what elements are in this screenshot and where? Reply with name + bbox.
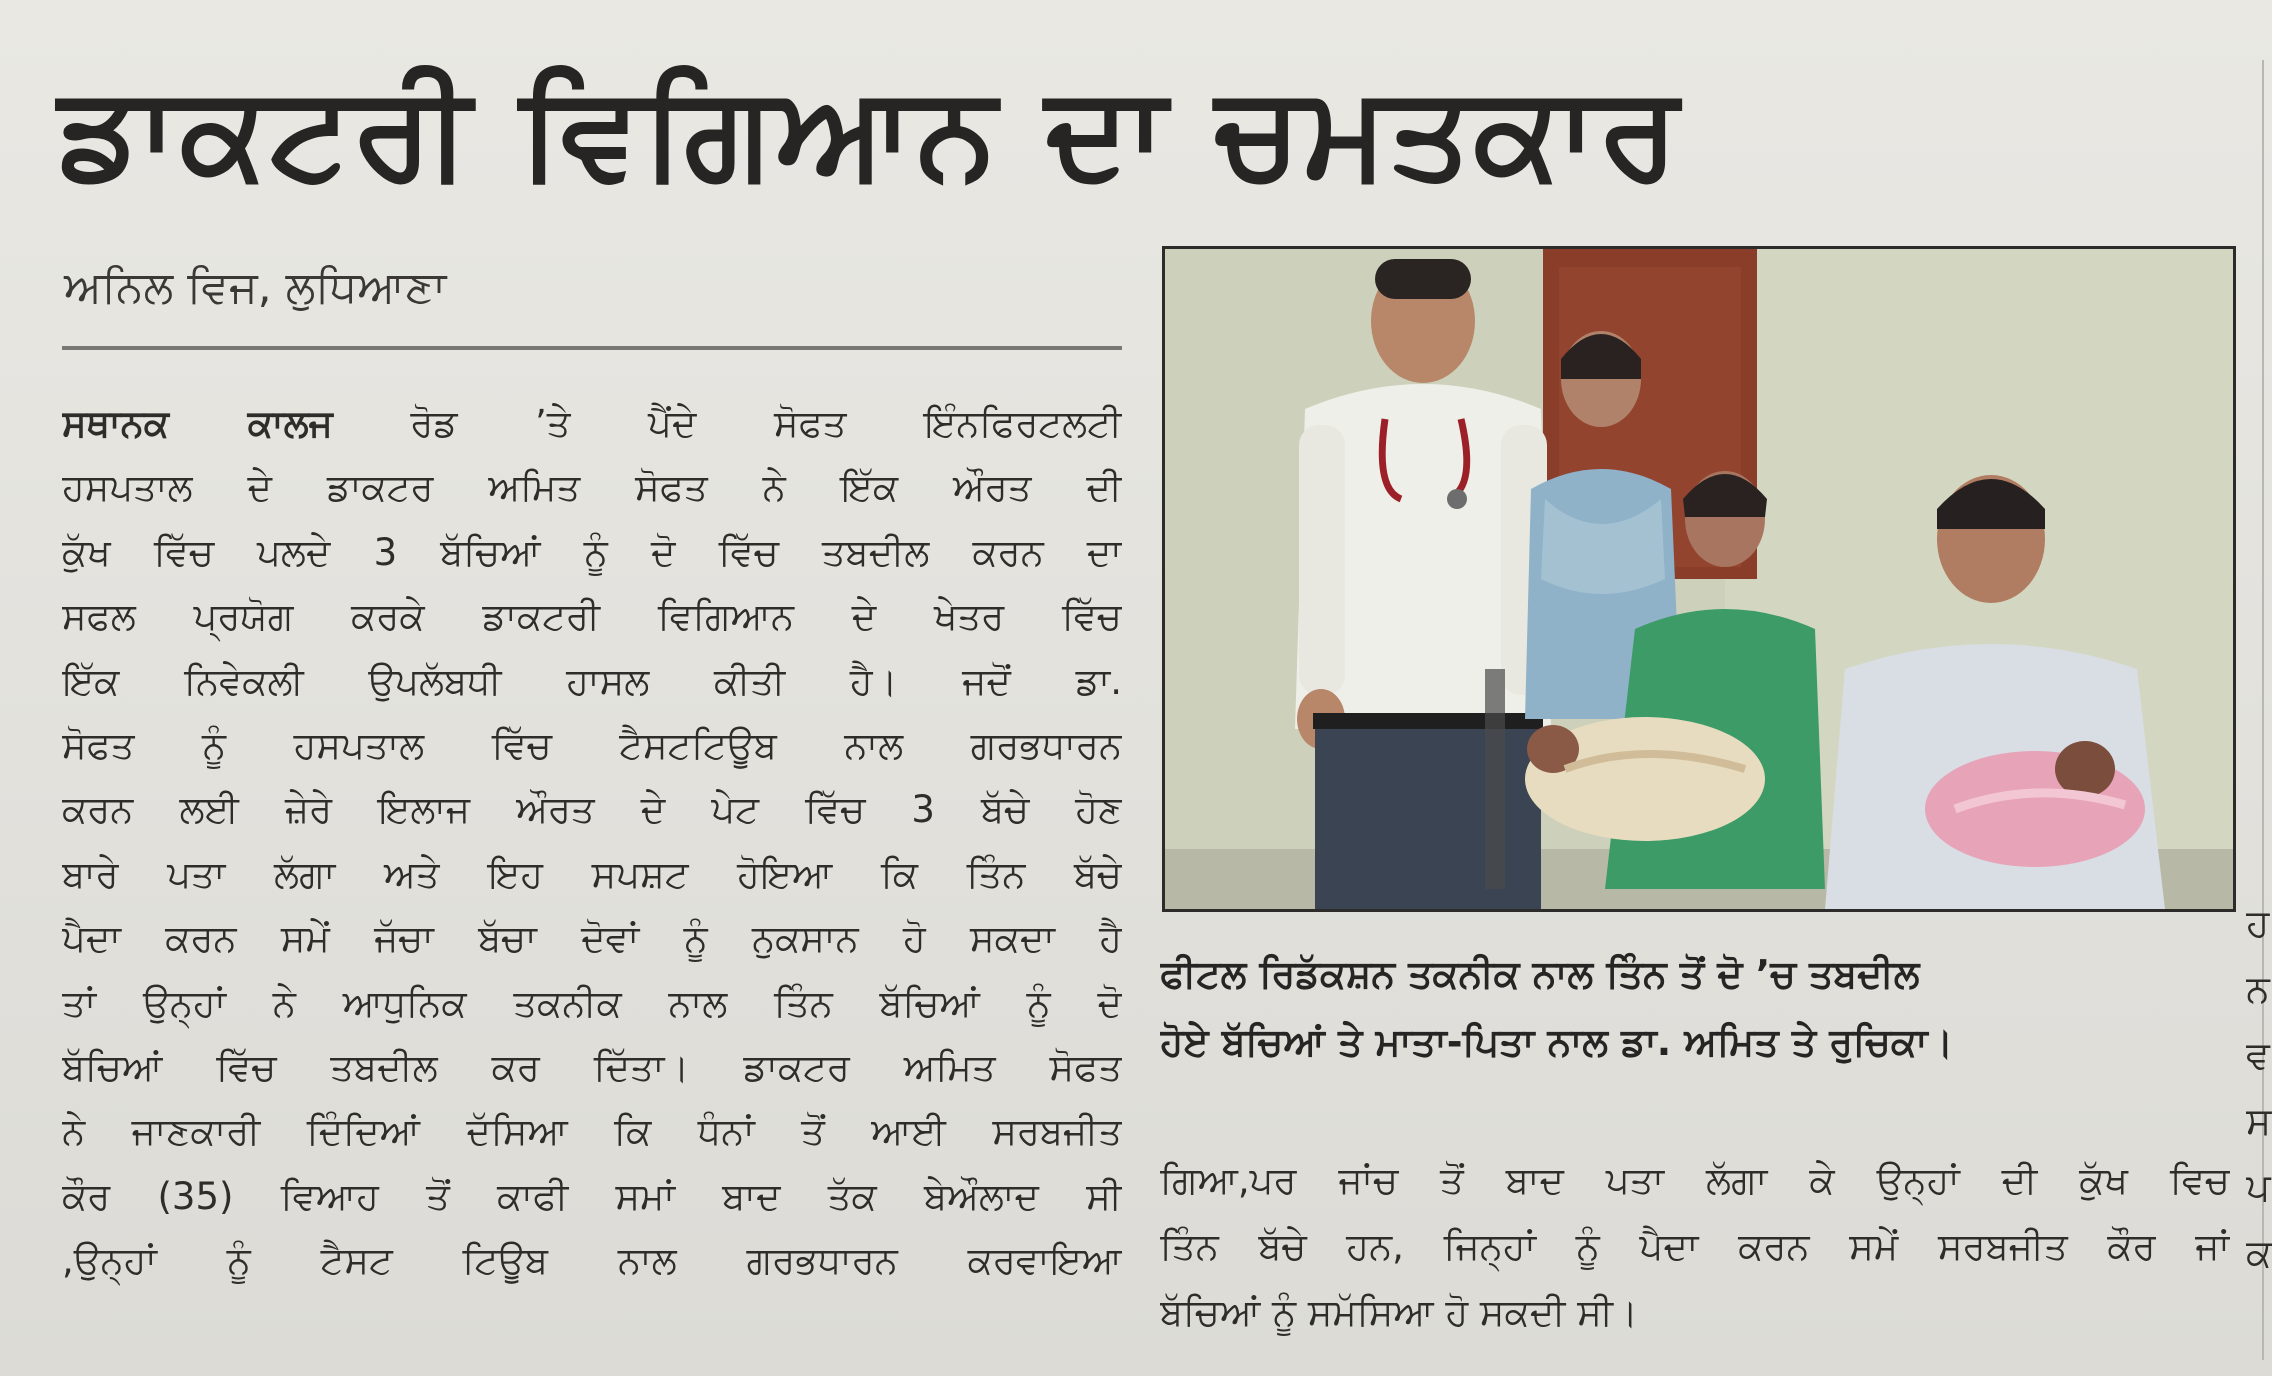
fragment-glyph: ਨ: [2246, 967, 2270, 1011]
body-line: ਗਿਆ,ਪਰ ਜਾਂਚ ਤੋਂ ਬਾਦ ਪਤਾ ਲੱਗਾ ਕੇ ਉਨ੍ਹਾਂ ਦੀ ਕੁੱਖ ਵਿਚ: [1160, 1159, 2230, 1202]
body-line: ਹਸਪਤਾਲ ਦੇ ਡਾਕਟਰ ਅਮਿਤ ਸੋਫਤ ਨੇ ਇੱਕ ਔਰਤ ਦੀ: [62, 466, 1122, 510]
byline: ਅਨਿਲ ਵਿਜ, ਲੁਧਿਆਣਾ: [64, 262, 447, 313]
body-line: ਬਾਰੇ ਪਤਾ ਲੱਗਾ ਅਤੇ ਇਹ ਸਪਸ਼ਟ ਹੋਇਆ ਕਿ ਤਿੰਨ ਬੱਚੇ: [62, 852, 1122, 896]
body-line: ਬੱਚਿਆਂ ਨੂੰ ਸਮੱਸਿਆ ਹੋ ਸਕਦੀ ਸੀ।: [1160, 1291, 1638, 1334]
photo-illustration: [1165, 249, 2233, 909]
body-line: ਪੈਦਾ ਕਰਨ ਸਮੇਂ ਜੱਚਾ ਬੱਚਾ ਦੋਵਾਂ ਨੂੰ ਨੁਕਸਾਨ ਹੋ ਸਕਦਾ ਹੈ: [62, 917, 1122, 961]
body-line: ਤਾਂ ਉਨ੍ਹਾਂ ਨੇ ਆਧੁਨਿਕ ਤਕਨੀਕ ਨਾਲ ਤਿੰਨ ਬੱਚਿਆਂ ਨੂੰ ਦੋ: [62, 981, 1122, 1025]
photo-caption: [1160, 940, 2230, 1076]
article-body-left-column: [62, 392, 1122, 1293]
body-line: ਇੱਕ ਨਿਵੇਕਲੀ ਉਪਲੱਬਧੀ ਹਾਸਲ ਕੀਤੀ ਹੈ। ਜਦੋਂ ਡਾ.: [62, 659, 1122, 703]
caption-line: ਹੋਏ ਬੱਚਿਆਂ ਤੇ ਮਾਤਾ-ਪਿਤਾ ਨਾਲ ਡਾ. ਅਮਿਤ ਤੇ ਰੁਚਿਕਾ।: [1160, 1020, 1954, 1064]
body-line: ਕੌਰ (35) ਵਿਆਹ ਤੋਂ ਕਾਫੀ ਸਮਾਂ ਬਾਦ ਤੱਕ ਬੇਔਲਾਦ ਸੀ: [62, 1174, 1122, 1218]
lead-words: ਸਥਾਨਕ ਕਾਲਜ: [62, 402, 333, 445]
body-line: [62, 392, 1122, 456]
adjacent-column-fragment: [2246, 890, 2272, 1286]
body-line: ਬੱਚਿਆਂ ਵਿੱਚ ਤਬਦੀਲ ਕਰ ਦਿੱਤਾ। ਡਾਕਟਰ ਅਮਿਤ ਸੋਫਤ: [62, 1045, 1122, 1089]
headline: ਡਾਕਟਰੀ ਵਿਗਿਆਨ ਦਾ ਚਮਤਕਾਰ: [58, 58, 1681, 207]
fragment-glyph: ਕ: [2246, 1231, 2272, 1275]
fragment-glyph: ਵ: [2246, 1033, 2270, 1077]
body-line: ਤਿੰਨ ਬੱਚੇ ਹਨ, ਜਿਨ੍ਹਾਂ ਨੂੰ ਪੈਦਾ ਕਰਨ ਸਮੇਂ ਸਰਬਜੀਤ ਕੌਰ ਜਾਂ: [1160, 1225, 2230, 1268]
body-line: ਕਰਨ ਲਈ ਜ਼ੇਰੇ ਇਲਾਜ ਔਰਤ ਦੇ ਪੇਟ ਵਿੱਚ 3 ਬੱਚੇ ਹੋਣ: [62, 788, 1122, 832]
fragment-glyph: ਹ: [2246, 901, 2270, 945]
body-line: ਸਫਲ ਪ੍ਰਯੋਗ ਕਰਕੇ ਡਾਕਟਰੀ ਵਿਗਿਆਨ ਦੇ ਖੇਤਰ ਵਿੱਚ: [62, 595, 1122, 639]
byline-divider: [62, 346, 1122, 350]
caption-line: ਫੀਟਲ ਰਿਡੱਕਸ਼ਨ ਤਕਨੀਕ ਨਾਲ ਤਿੰਨ ਤੋਂ ਦੋ ’ਚ ਤਬਦੀਲ: [1160, 952, 1920, 996]
body-line-rest: ਰੋਡ ’ਤੇ ਪੈਂਦੇ ਸੋਫਤ ਇੰਨਫਿਰਟਲਟੀ: [332, 402, 1122, 445]
body-line: ਸੋਫਤ ਨੂੰ ਹਸਪਤਾਲ ਵਿੱਚ ਟੈਸਟਟਿਊਬ ਨਾਲ ਗਰਭਧਾਰਨ: [62, 723, 1122, 767]
news-photo: [1162, 246, 2236, 912]
body-line: ਨੇ ਜਾਣਕਾਰੀ ਦਿੰਦਿਆਂ ਦੱਸਿਆ ਕਿ ਧੰਨਾਂ ਤੋਂ ਆਈ ਸਰਬਜੀਤ: [62, 1110, 1122, 1154]
fragment-glyph: ਪ: [2246, 1165, 2271, 1209]
body-line: ਕੁੱਖ ਵਿੱਚ ਪਲਦੇ 3 ਬੱਚਿਆਂ ਨੂੰ ਦੋ ਵਿੱਚ ਤਬਦੀਲ ਕਰਨ ਦਾ: [62, 530, 1122, 574]
fragment-glyph: ਸ: [2246, 1099, 2272, 1143]
body-line: ,ਉਨ੍ਹਾਂ ਨੂੰ ਟੈਸਟ ਟਿਊਬ ਨਾਲ ਗਰਭਧਾਰਨ ਕਰਵਾਇਆ: [62, 1239, 1122, 1283]
article-body-right-column: [1160, 1148, 2230, 1346]
